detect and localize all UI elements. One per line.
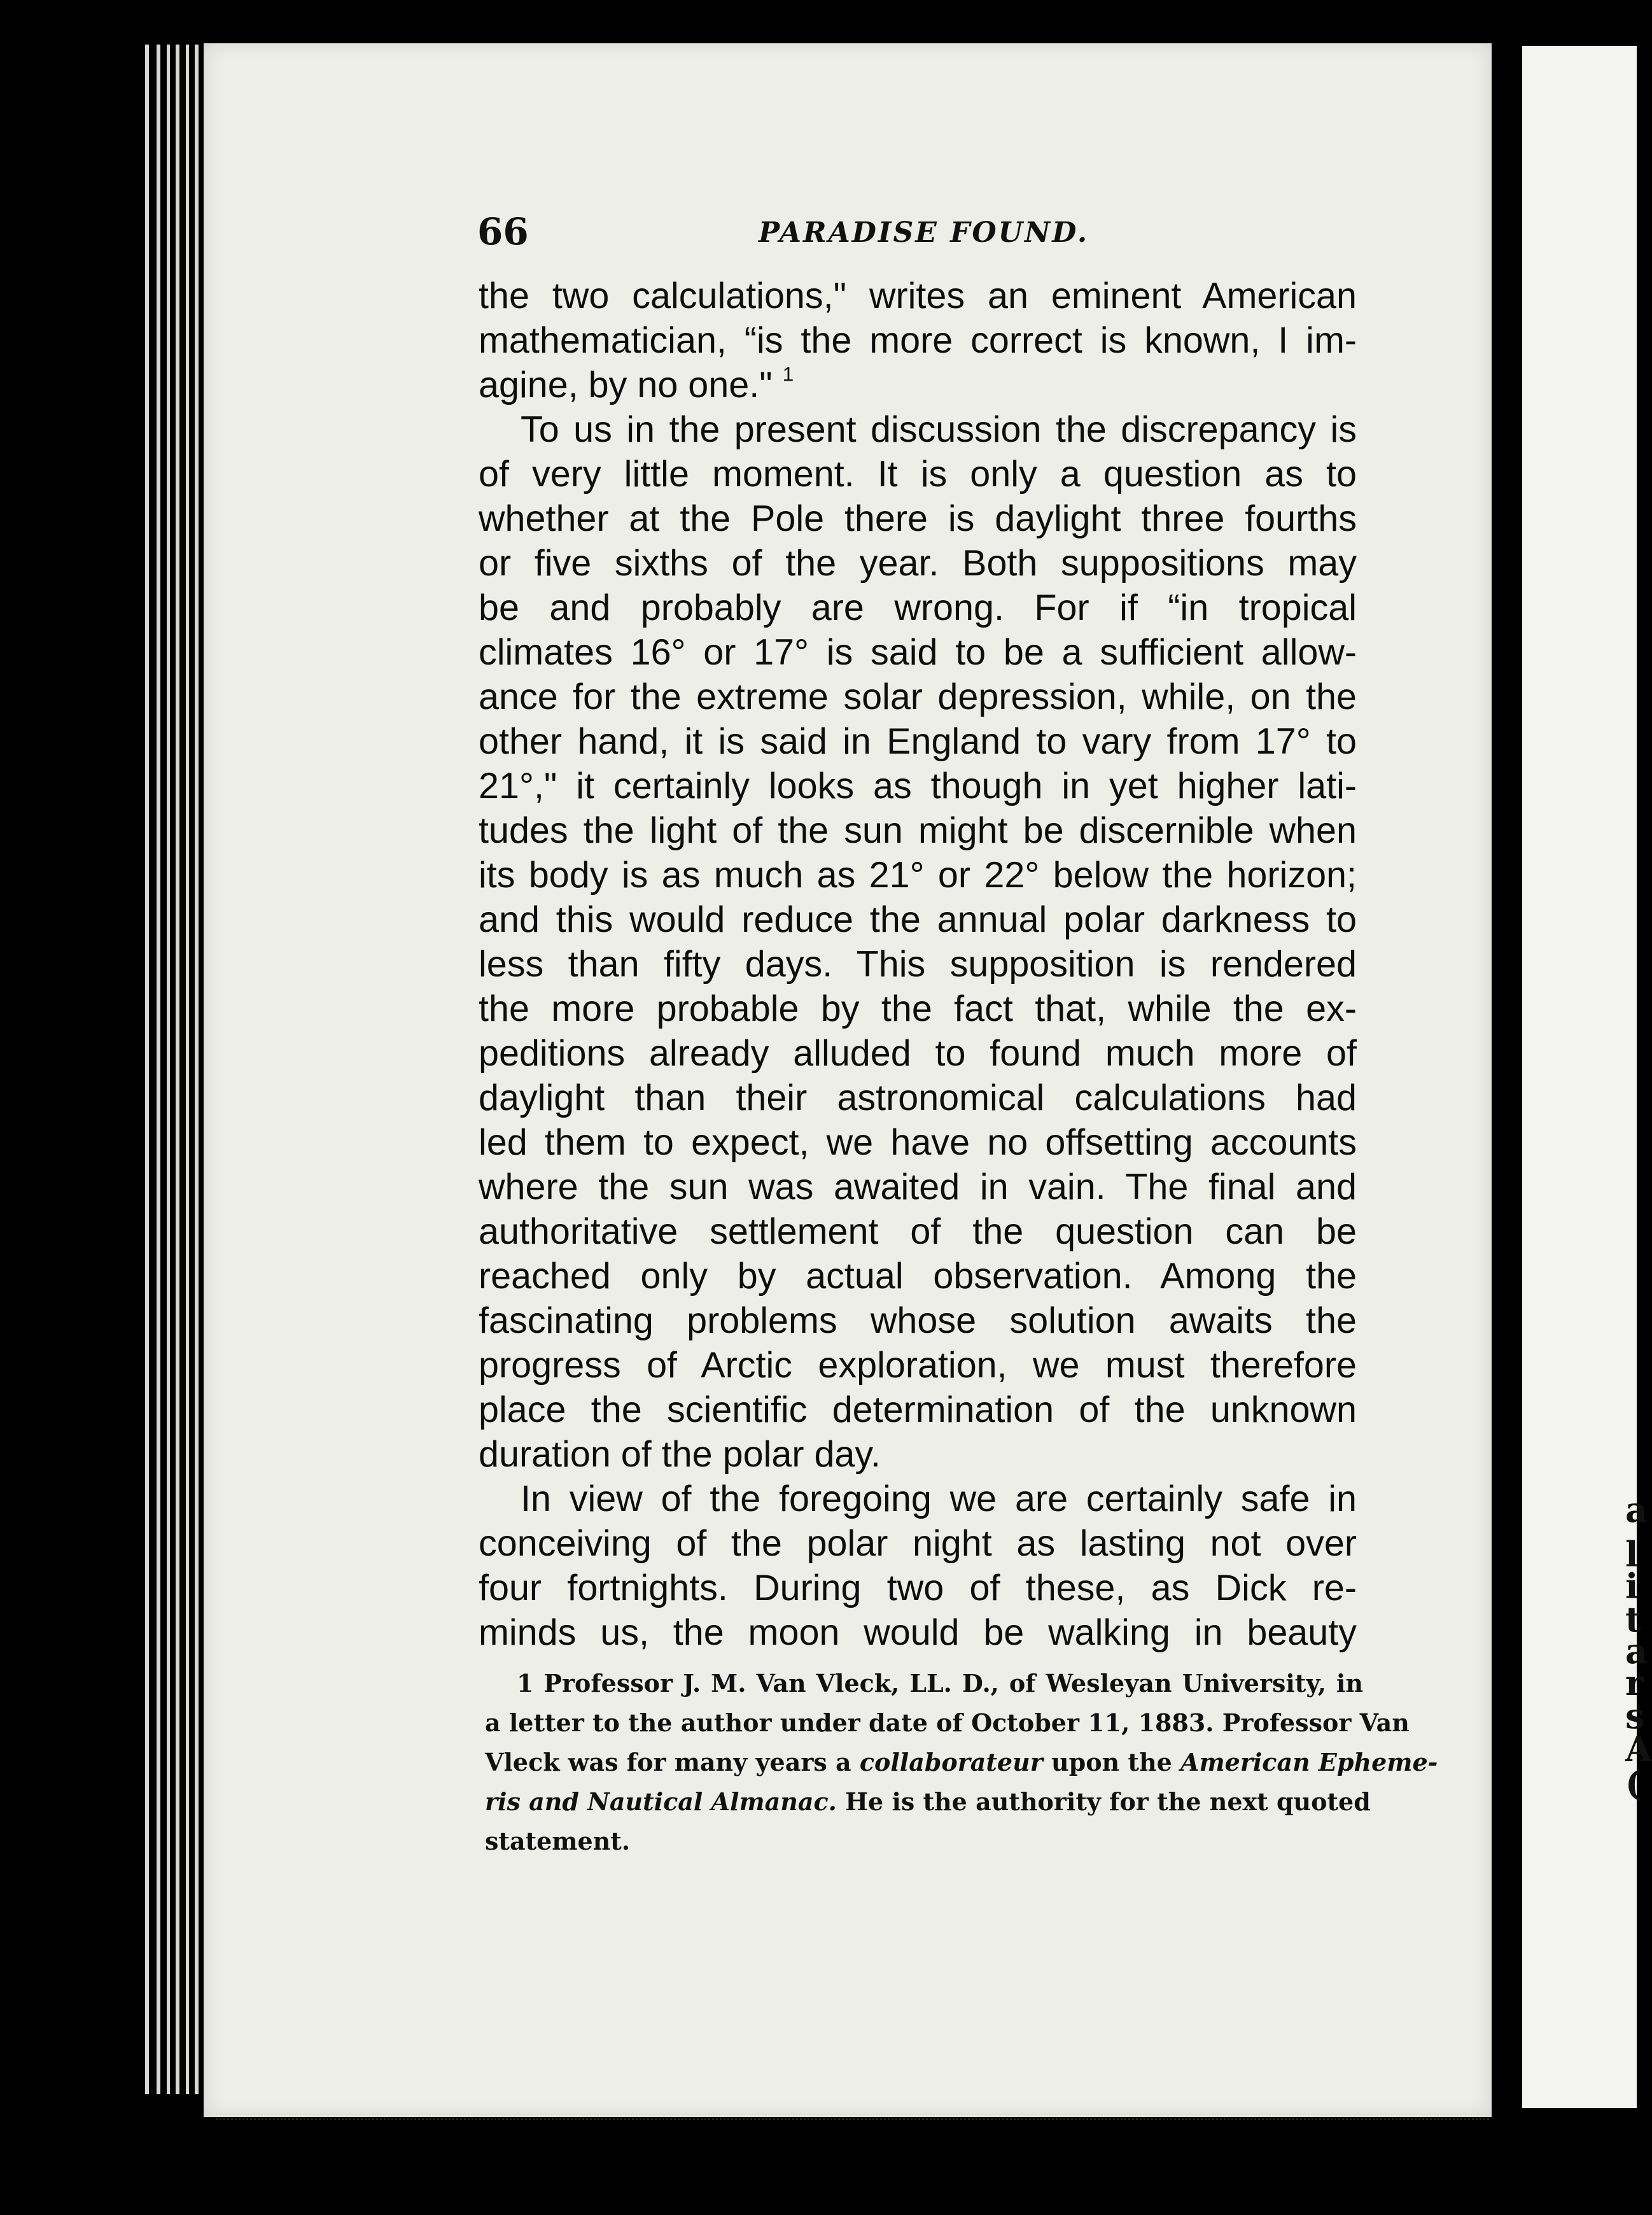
facing-page-char: r bbox=[1625, 1663, 1644, 1703]
text-line: be and probably are wrong. For if “in tropical bbox=[479, 587, 1357, 628]
text-line: duration of the polar day. bbox=[479, 1434, 881, 1475]
text-line: and this would reduce the annual polar darkness to bbox=[479, 899, 1357, 940]
text-line-content: agine, by no one." bbox=[479, 365, 773, 405]
text-line: conceiving of the polar night as lasting not over bbox=[479, 1523, 1357, 1564]
facing-page-strip bbox=[1522, 46, 1637, 2108]
facing-page-char: A bbox=[1625, 1729, 1652, 1769]
footnote-line bbox=[485, 1664, 1363, 1703]
footnote-text: Professor J. M. Van Vleck, LL. D., of Wesleyan University, in bbox=[543, 1669, 1363, 1698]
text-line: tudes the light of the sun might be discernible when bbox=[479, 810, 1357, 851]
footnote-text: upon the bbox=[1042, 1748, 1180, 1776]
page-number: 66 bbox=[477, 210, 529, 253]
text-line: progress of Arctic exploration, we must therefore bbox=[479, 1345, 1357, 1386]
page-edge bbox=[186, 45, 189, 2094]
page-edge bbox=[157, 45, 160, 2094]
footnote-line: a letter to the author under date of October 11, 1883. Professor Van bbox=[485, 1708, 1410, 1737]
footnote-marker: 1 bbox=[517, 1669, 534, 1698]
footnote-italic-text: ris and Nautical Almanac. bbox=[485, 1787, 837, 1816]
text-line: its body is as much as 21° or 22° below the horizon; bbox=[479, 855, 1357, 896]
text-line: four fortnights. During two of these, as Dick re- bbox=[479, 1568, 1357, 1608]
page-header bbox=[477, 210, 1355, 261]
text-line: reached only by actual observation. Among the bbox=[479, 1256, 1357, 1297]
text-line: the two calculations," writes an eminent American bbox=[479, 276, 1357, 316]
text-line: authoritative settlement of the question can be bbox=[479, 1211, 1357, 1252]
footnote-text: He is the authority for the next quoted bbox=[836, 1787, 1371, 1816]
footnote bbox=[485, 1664, 1438, 1861]
facing-page-char: a bbox=[1625, 1489, 1648, 1530]
text-line: place the scientific determination of the unknown bbox=[479, 1389, 1357, 1430]
text-line: daylight than their astronomical calculations had bbox=[479, 1078, 1357, 1118]
page-bottom-edge bbox=[216, 2112, 1489, 2120]
text-line: where the sun was awaited in vain. The final and bbox=[479, 1167, 1357, 1207]
paragraph-start-line: In view of the foregoing we are certainly safe in bbox=[521, 1479, 1357, 1519]
page-edge bbox=[195, 45, 199, 2094]
page-edge bbox=[145, 45, 149, 2094]
text-line: led them to expect, we have no offsetting accounts bbox=[479, 1122, 1357, 1163]
text-line: minds us, the moon would be walking in beauty bbox=[479, 1612, 1357, 1653]
text-line: peditions already alluded to found much more of bbox=[479, 1033, 1357, 1074]
running-head: PARADISE FOUND. bbox=[759, 216, 1089, 249]
text-line: 21°," it certainly looks as though in yet higher lati- bbox=[479, 766, 1357, 806]
text-line bbox=[479, 363, 1357, 407]
footnote-line bbox=[485, 1782, 1371, 1822]
footnote-line bbox=[485, 1743, 1438, 1782]
footnote-line: statement. bbox=[485, 1827, 631, 1855]
footnote-italic-text: collaborateur bbox=[859, 1748, 1043, 1776]
facing-page-char: s bbox=[1625, 1696, 1645, 1736]
page-edge bbox=[176, 45, 179, 2094]
text-line: the more probable by the fact that, while the ex- bbox=[479, 988, 1357, 1029]
text-line: of very little moment. It is only a question as to bbox=[479, 454, 1357, 495]
text-line: other hand, it is said in England to vary from 17° to bbox=[479, 721, 1357, 762]
footnote-text: Vleck was for many years a bbox=[485, 1748, 860, 1776]
paragraph-start-line: To us in the present discussion the discrepancy is bbox=[521, 409, 1357, 450]
facing-page-char: l bbox=[1625, 1534, 1639, 1575]
body-text bbox=[479, 274, 1357, 1655]
text-line: fascinating problems whose solution awaits the bbox=[479, 1300, 1357, 1341]
text-line: less than fifty days. This supposition is rendered bbox=[479, 944, 1357, 985]
footnote-ref: 1 bbox=[782, 362, 794, 386]
page-edge bbox=[167, 45, 170, 2094]
facing-page-char: t bbox=[1625, 1599, 1641, 1640]
text-line: mathematician, “is the more correct is known, I im- bbox=[479, 320, 1357, 361]
text-line: or five sixths of the year. Both suppositions may bbox=[479, 543, 1357, 584]
text-line: climates 16° or 17° is said to be a sufficient allow- bbox=[479, 632, 1357, 673]
text-line: whether at the Pole there is daylight three fourths bbox=[479, 498, 1357, 539]
facing-page-char: a bbox=[1625, 1631, 1648, 1671]
facing-page-char: ( bbox=[1625, 1763, 1642, 1804]
footnote-italic-text: American Epheme- bbox=[1180, 1748, 1438, 1776]
text-line: ance for the extreme solar depression, while, on the bbox=[479, 677, 1357, 717]
facing-page-char: i bbox=[1625, 1566, 1639, 1607]
